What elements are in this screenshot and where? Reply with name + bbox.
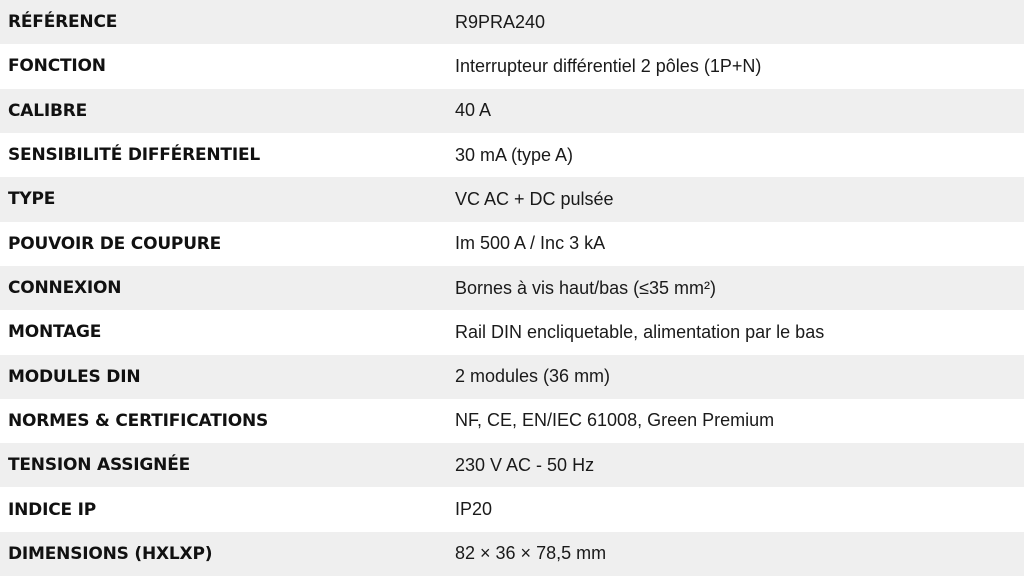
spec-label: CONNEXION xyxy=(8,278,122,299)
spec-label: CALIBRE xyxy=(8,100,88,121)
spec-row-calibre xyxy=(0,89,1024,133)
spec-value: IP20 xyxy=(455,499,493,520)
spec-row-connexion xyxy=(0,266,1024,310)
spec-value: 230 V AC - 50 Hz xyxy=(455,454,595,475)
spec-row-normes xyxy=(0,399,1024,443)
spec-value: 30 mA (type A) xyxy=(455,144,574,165)
spec-row-tension xyxy=(0,443,1024,487)
spec-value: R9PRA240 xyxy=(455,11,546,32)
spec-label: MONTAGE xyxy=(8,322,102,343)
spec-value: Rail DIN encliquetable, alimentation par le bas xyxy=(455,321,825,342)
spec-label: FONCTION xyxy=(8,56,106,77)
spec-label: RÉFÉRENCE xyxy=(8,12,118,33)
spec-row-pouvoir-de-coupure xyxy=(0,222,1024,266)
spec-row-dimensions xyxy=(0,532,1024,576)
spec-value: Interrupteur différentiel 2 pôles (1P+N) xyxy=(455,55,762,76)
spec-value: 82 × 36 × 78,5 mm xyxy=(455,543,607,564)
spec-row-type xyxy=(0,177,1024,221)
spec-row-sensibilite xyxy=(0,133,1024,177)
spec-label: POUVOIR DE COUPURE xyxy=(8,233,222,254)
spec-value: NF, CE, EN/IEC 61008, Green Premium xyxy=(455,410,775,431)
spec-row-montage xyxy=(0,310,1024,354)
spec-value: VC AC + DC pulsée xyxy=(455,188,614,209)
spec-label: DIMENSIONS (HXLXP) xyxy=(8,543,213,564)
spec-value: Bornes à vis haut/bas (≤35 mm²) xyxy=(455,277,716,298)
spec-label: NORMES & CERTIFICATIONS xyxy=(8,410,269,431)
spec-label: MODULES DIN xyxy=(8,366,141,387)
spec-label: TENSION ASSIGNÉE xyxy=(8,455,191,476)
spec-value: 40 A xyxy=(455,100,492,121)
spec-row-indice-ip xyxy=(0,487,1024,531)
spec-label: TYPE xyxy=(8,189,56,210)
spec-value: 2 modules (36 mm) xyxy=(455,366,611,387)
spec-row-fonction xyxy=(0,44,1024,88)
spec-label: INDICE IP xyxy=(8,499,96,520)
spec-row-modules-din xyxy=(0,355,1024,399)
spec-label: SENSIBILITÉ DIFFÉRENTIEL xyxy=(8,145,260,166)
spec-row-reference xyxy=(0,0,1024,44)
spec-value: Im 500 A / Inc 3 kA xyxy=(455,233,606,254)
